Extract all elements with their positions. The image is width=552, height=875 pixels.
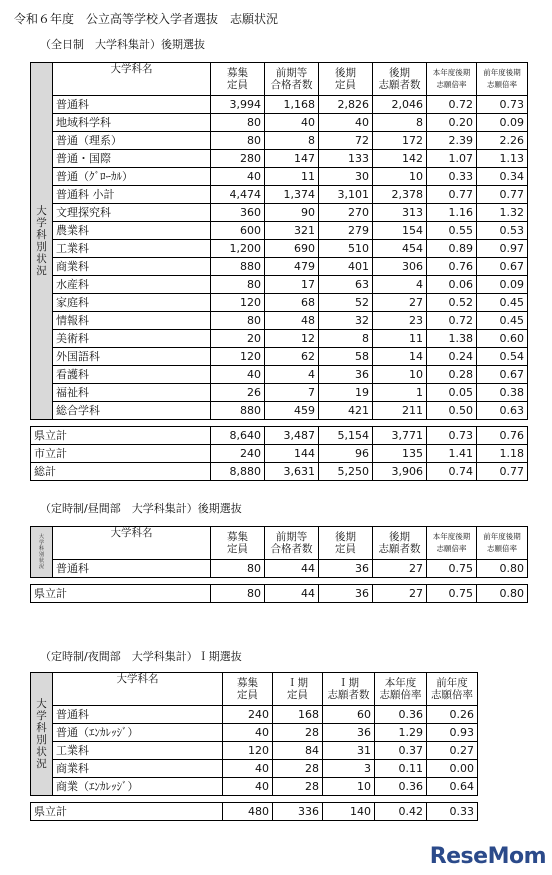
row-value: 0.77 — [477, 186, 528, 204]
total-value: 3,487 — [265, 427, 319, 445]
table-row — [31, 150, 528, 168]
row-value: 68 — [265, 294, 319, 312]
table-row — [31, 168, 528, 186]
row-value: 23 — [373, 312, 427, 330]
row-name: 普通科 — [53, 560, 211, 578]
row-value: 168 — [273, 706, 323, 724]
resemom-logo: ReseMom — [429, 844, 546, 869]
total-value: 0.74 — [427, 463, 477, 481]
row-name: 商業科 — [53, 760, 223, 778]
row-name: 地域科学科 — [53, 114, 211, 132]
row-value: 2,378 — [373, 186, 427, 204]
row-value: 44 — [265, 560, 319, 578]
row-value: 0.27 — [427, 742, 478, 760]
row-value: 26 — [211, 384, 265, 402]
section3-title: （定時制/夜間部 大学科集計）Ｉ期選抜 — [40, 650, 242, 663]
header-cell: 前期等 合格者数 — [265, 527, 319, 560]
header-row — [31, 527, 528, 560]
total-value: 1.18 — [477, 445, 528, 463]
row-value: 40 — [223, 760, 273, 778]
row-value: 120 — [223, 742, 273, 760]
row-value: 20 — [211, 330, 265, 348]
table-row — [31, 204, 528, 222]
row-value: 11 — [265, 168, 319, 186]
row-value: 7 — [265, 384, 319, 402]
row-value: 1,200 — [211, 240, 265, 258]
table-row — [31, 560, 528, 578]
table-row — [31, 706, 478, 724]
row-value: 1.32 — [477, 204, 528, 222]
gap-cell — [31, 578, 528, 585]
total-value: 27 — [373, 585, 427, 603]
row-value: 0.34 — [477, 168, 528, 186]
row-value: 28 — [273, 724, 323, 742]
row-value: 1.16 — [427, 204, 477, 222]
row-value: 0.52 — [427, 294, 477, 312]
row-value: 3 — [323, 760, 375, 778]
gap-row — [31, 796, 478, 803]
header-cell: 後期 志願者数 — [373, 527, 427, 560]
total-value: 5,154 — [319, 427, 373, 445]
row-value: 0.97 — [477, 240, 528, 258]
row-value: 0.09 — [477, 114, 528, 132]
total-value: 8,640 — [211, 427, 265, 445]
row-value: 0.28 — [427, 366, 477, 384]
row-value: 0.20 — [427, 114, 477, 132]
row-value: 31 — [323, 742, 375, 760]
header-cell: 前年度 志願倍率 — [427, 673, 478, 706]
row-name: 看護科 — [53, 366, 211, 384]
row-value: 2.39 — [427, 132, 477, 150]
row-name: 水産科 — [53, 276, 211, 294]
row-name: 農業科 — [53, 222, 211, 240]
page-title: 令和６年度 公立高等学校入学者選抜 志願状況 — [14, 12, 279, 26]
row-value: 313 — [373, 204, 427, 222]
row-value: 172 — [373, 132, 427, 150]
row-value: 0.00 — [427, 760, 478, 778]
row-name: 普通科 小計 — [53, 186, 211, 204]
row-value: 80 — [211, 276, 265, 294]
total-value: 3,771 — [373, 427, 427, 445]
row-value: 147 — [265, 150, 319, 168]
row-name: 普通科 — [53, 96, 211, 114]
row-name: 普通・国際 — [53, 150, 211, 168]
table-row — [31, 276, 528, 294]
total-row — [31, 463, 528, 481]
table-row — [31, 132, 528, 150]
header-cell: 本年度 志願倍率 — [375, 673, 427, 706]
row-value: 154 — [373, 222, 427, 240]
row-value: 10 — [373, 168, 427, 186]
row-value: 280 — [211, 150, 265, 168]
row-value: 0.77 — [427, 186, 477, 204]
section1-table — [30, 62, 528, 481]
row-value: 0.06 — [427, 276, 477, 294]
row-value: 133 — [319, 150, 373, 168]
header-cell: 募集 定員 — [223, 673, 273, 706]
header-row — [31, 63, 528, 96]
row-value: 1.29 — [375, 724, 427, 742]
row-value: 1 — [373, 384, 427, 402]
total-value: 144 — [265, 445, 319, 463]
row-value: 454 — [373, 240, 427, 258]
row-value: 19 — [319, 384, 373, 402]
row-value: 0.75 — [427, 560, 477, 578]
header-cell: 前年度後期 志願倍率 — [477, 63, 528, 96]
section2-table — [30, 526, 528, 603]
total-row — [31, 445, 528, 463]
row-value: 0.37 — [375, 742, 427, 760]
row-value: 4,474 — [211, 186, 265, 204]
total-value: 36 — [319, 585, 373, 603]
row-value: 2.26 — [477, 132, 528, 150]
table-row — [31, 760, 478, 778]
row-value: 306 — [373, 258, 427, 276]
row-name: 総合学科 — [53, 402, 211, 420]
row-value: 2,826 — [319, 96, 373, 114]
table-row — [31, 222, 528, 240]
row-name: 工業科 — [53, 742, 223, 760]
row-value: 0.26 — [427, 706, 478, 724]
row-value: 40 — [223, 724, 273, 742]
table-row — [31, 778, 478, 796]
row-value: 90 — [265, 204, 319, 222]
total-value: 135 — [373, 445, 427, 463]
row-value: 3,994 — [211, 96, 265, 114]
total-value: 0.80 — [477, 585, 528, 603]
row-value: 10 — [323, 778, 375, 796]
row-value: 880 — [211, 258, 265, 276]
row-value: 0.72 — [427, 312, 477, 330]
row-value: 421 — [319, 402, 373, 420]
row-value: 40 — [211, 366, 265, 384]
row-value: 0.50 — [427, 402, 477, 420]
row-value: 0.60 — [477, 330, 528, 348]
header-cell: 本年度後期 志願倍率 — [427, 63, 477, 96]
row-value: 211 — [373, 402, 427, 420]
row-value: 880 — [211, 402, 265, 420]
row-value: 270 — [319, 204, 373, 222]
row-value: 0.67 — [477, 258, 528, 276]
row-value: 510 — [319, 240, 373, 258]
row-value: 0.36 — [375, 778, 427, 796]
row-value: 36 — [323, 724, 375, 742]
row-name: 家庭科 — [53, 294, 211, 312]
header-cell: 後期 志願者数 — [373, 63, 427, 96]
side-label: 大 学 科 別 状 況 — [31, 673, 53, 796]
row-value: 72 — [319, 132, 373, 150]
row-value: 84 — [273, 742, 323, 760]
row-value: 0.45 — [477, 312, 528, 330]
row-value: 0.80 — [477, 560, 528, 578]
row-name: 福祉科 — [53, 384, 211, 402]
total-value: 80 — [211, 585, 265, 603]
row-value: 0.09 — [477, 276, 528, 294]
table-row — [31, 348, 528, 366]
total-row — [31, 585, 528, 603]
total-name: 県立計 — [31, 585, 211, 603]
row-value: 80 — [211, 312, 265, 330]
row-value: 3,101 — [319, 186, 373, 204]
row-value: 120 — [211, 294, 265, 312]
table-row — [31, 294, 528, 312]
header-cell: 募集 定員 — [211, 63, 265, 96]
row-value: 1.38 — [427, 330, 477, 348]
row-value: 0.93 — [427, 724, 478, 742]
row-value: 80 — [211, 114, 265, 132]
header-cell: Ｉ期 志願者数 — [323, 673, 375, 706]
header-row — [31, 673, 478, 706]
header-name: 大学科名 — [53, 527, 211, 560]
row-name: 普通科 — [53, 706, 223, 724]
row-value: 120 — [211, 348, 265, 366]
row-name: 外国語科 — [53, 348, 211, 366]
total-value: 0.42 — [375, 803, 427, 821]
row-value: 0.38 — [477, 384, 528, 402]
row-value: 1.13 — [477, 150, 528, 168]
total-value: 1.41 — [427, 445, 477, 463]
row-value: 30 — [319, 168, 373, 186]
row-name: 文理探究科 — [53, 204, 211, 222]
row-value: 0.24 — [427, 348, 477, 366]
row-name: 情報科 — [53, 312, 211, 330]
row-value: 80 — [211, 560, 265, 578]
table-row — [31, 114, 528, 132]
row-value: 40 — [319, 114, 373, 132]
row-name: 商業科 — [53, 258, 211, 276]
row-value: 321 — [265, 222, 319, 240]
row-value: 0.76 — [427, 258, 477, 276]
row-name: 普通（ｴﾝｶﾚｯｼﾞ） — [53, 724, 223, 742]
row-value: 0.45 — [477, 294, 528, 312]
row-value: 0.54 — [477, 348, 528, 366]
section2-title: （定時制/昼間部 大学科集計）後期選抜 — [40, 502, 242, 515]
row-value: 2,046 — [373, 96, 427, 114]
row-value: 0.73 — [477, 96, 528, 114]
table-row — [31, 366, 528, 384]
total-name: 総計 — [31, 463, 211, 481]
row-value: 0.63 — [477, 402, 528, 420]
total-value: 44 — [265, 585, 319, 603]
gap-row — [31, 578, 528, 585]
header-cell: 後期 定員 — [319, 63, 373, 96]
total-value: 0.75 — [427, 585, 477, 603]
header-cell: 前期等 合格者数 — [265, 63, 319, 96]
table-row — [31, 312, 528, 330]
row-value: 28 — [273, 778, 323, 796]
table-row — [31, 384, 528, 402]
gap-row — [31, 420, 528, 427]
header-cell: Ｉ期 定員 — [273, 673, 323, 706]
table-row — [31, 402, 528, 420]
table-row — [31, 96, 528, 114]
total-value: 3,906 — [373, 463, 427, 481]
row-value: 0.05 — [427, 384, 477, 402]
row-value: 17 — [265, 276, 319, 294]
row-value: 0.72 — [427, 96, 477, 114]
section1-title: （全日制 大学科集計）後期選抜 — [40, 38, 205, 51]
row-value: 60 — [323, 706, 375, 724]
row-value: 40 — [211, 168, 265, 186]
total-value: 240 — [211, 445, 265, 463]
row-value: 4 — [265, 366, 319, 384]
row-value: 12 — [265, 330, 319, 348]
row-name: 美術科 — [53, 330, 211, 348]
total-value: 336 — [273, 803, 323, 821]
row-value: 62 — [265, 348, 319, 366]
row-value: 279 — [319, 222, 373, 240]
row-name: 商業（ｴﾝｶﾚｯｼﾞ） — [53, 778, 223, 796]
total-row — [31, 803, 478, 821]
total-row — [31, 427, 528, 445]
row-value: 690 — [265, 240, 319, 258]
row-value: 0.89 — [427, 240, 477, 258]
total-value: 480 — [223, 803, 273, 821]
row-value: 459 — [265, 402, 319, 420]
header-cell: 募集 定員 — [211, 527, 265, 560]
total-value: 5,250 — [319, 463, 373, 481]
row-value: 1,168 — [265, 96, 319, 114]
row-value: 0.64 — [427, 778, 478, 796]
row-value: 28 — [273, 760, 323, 778]
row-value: 36 — [319, 560, 373, 578]
row-value: 27 — [373, 294, 427, 312]
table-row — [31, 240, 528, 258]
row-value: 80 — [211, 132, 265, 150]
row-value: 32 — [319, 312, 373, 330]
total-name: 市立計 — [31, 445, 211, 463]
row-value: 8 — [265, 132, 319, 150]
total-value: 0.33 — [427, 803, 478, 821]
header-cell: 後期 定員 — [319, 527, 373, 560]
row-value: 0.11 — [375, 760, 427, 778]
row-value: 11 — [373, 330, 427, 348]
header-name: 大学科名 — [53, 673, 223, 706]
total-name: 県立計 — [31, 803, 223, 821]
row-value: 63 — [319, 276, 373, 294]
total-value: 3,631 — [265, 463, 319, 481]
header-name: 大学科名 — [53, 63, 211, 96]
table-row — [31, 258, 528, 276]
row-value: 4 — [373, 276, 427, 294]
row-value: 58 — [319, 348, 373, 366]
gap-cell — [31, 420, 528, 427]
total-value: 96 — [319, 445, 373, 463]
total-value: 0.77 — [477, 463, 528, 481]
total-value: 0.76 — [477, 427, 528, 445]
row-name: 普通（理系） — [53, 132, 211, 150]
row-value: 48 — [265, 312, 319, 330]
table-row — [31, 742, 478, 760]
table-row — [31, 724, 478, 742]
total-value: 8,880 — [211, 463, 265, 481]
row-value: 40 — [265, 114, 319, 132]
row-value: 8 — [319, 330, 373, 348]
row-value: 0.55 — [427, 222, 477, 240]
row-value: 360 — [211, 204, 265, 222]
header-cell: 本年度後期 志願倍率 — [427, 527, 477, 560]
row-value: 14 — [373, 348, 427, 366]
row-value: 52 — [319, 294, 373, 312]
section3-table — [30, 672, 478, 821]
row-value: 0.36 — [375, 706, 427, 724]
row-value: 10 — [373, 366, 427, 384]
row-value: 0.33 — [427, 168, 477, 186]
table-row — [31, 186, 528, 204]
row-value: 0.67 — [477, 366, 528, 384]
row-value: 600 — [211, 222, 265, 240]
row-value: 27 — [373, 560, 427, 578]
row-value: 142 — [373, 150, 427, 168]
row-value: 1,374 — [265, 186, 319, 204]
total-value: 0.73 — [427, 427, 477, 445]
table-row — [31, 330, 528, 348]
row-value: 1.07 — [427, 150, 477, 168]
side-label: 大 学 科 別 状 況 — [31, 527, 53, 578]
row-value: 40 — [223, 778, 273, 796]
row-value: 8 — [373, 114, 427, 132]
row-value: 479 — [265, 258, 319, 276]
row-value: 401 — [319, 258, 373, 276]
row-value: 240 — [223, 706, 273, 724]
total-name: 県立計 — [31, 427, 211, 445]
row-name: 普通（ｸﾞﾛｰｶﾙ） — [53, 168, 211, 186]
row-value: 36 — [319, 366, 373, 384]
gap-cell — [31, 796, 478, 803]
total-value: 140 — [323, 803, 375, 821]
row-value: 0.53 — [477, 222, 528, 240]
header-cell: 前年度後期 志願倍率 — [477, 527, 528, 560]
side-label: 大 学 科 別 状 況 — [31, 63, 53, 420]
row-name: 工業科 — [53, 240, 211, 258]
